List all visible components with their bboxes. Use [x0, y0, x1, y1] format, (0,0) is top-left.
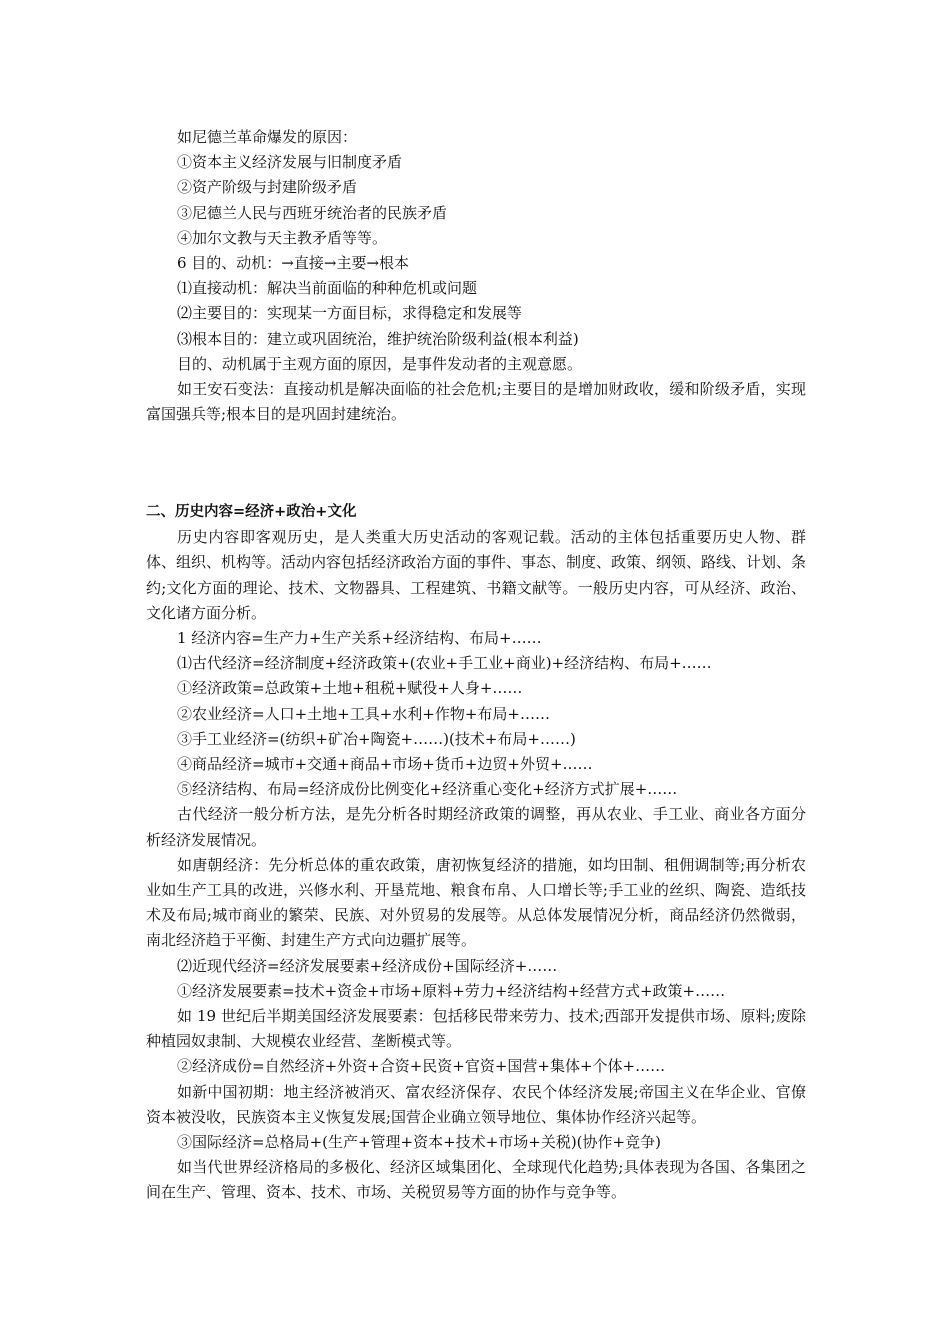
paragraph: 如王安石变法：直接动机是解决面临的社会危机;主要目的是增加财政收，缓和阶级矛盾，实现富国强兵等;根本目的是巩固封建统治。 [146, 380, 806, 424]
list-item: ②资产阶级与封建阶级矛盾 [177, 178, 358, 197]
paragraph: 如尼德兰革命爆发的原因： [177, 128, 358, 146]
paragraph: 如唐朝经济：先分析总体的重农政策，唐初恢复经济的措施，如均田制、租佣调制等;再分析农业如生产工具的改进，兴修水利、开垦荒地、粮食布帛、人口增长等;手工业的丝织、陶瓷、造纸技术及布局;城市商业的繁荣、民族、对外贸易的发展等。从总体发展情况分析，商品经济仍然微弱，南北经济趋于平衡、封建生产方式向边疆扩展等。 [146, 855, 806, 950]
list-item: ④商品经济=城市+交通+商品+市场+货币+边贸+外贸+…… [177, 755, 593, 774]
list-item: ④加尔文教与天主教矛盾等等。 [177, 228, 388, 247]
list-item: ⑴古代经济=经济制度+经济政策+(农业+手工业+商业)+经济结构、布局+…… [177, 654, 712, 673]
section-causes-and-motives [146, 125, 806, 427]
paragraph: 目的、动机属于主观方面的原因，是事件发动者的主观意愿。 [177, 354, 583, 373]
section-history-content [146, 500, 806, 1206]
list-item: ⑵主要目的：实现某一方面目标，求得稳定和发展等 [177, 304, 523, 323]
list-item: ①经济政策=总政策+土地+租税+赋役+人身+…… [177, 679, 523, 698]
list-item: ③国际经济=总格局+(生产+管理+资本+技术+市场+关税)(协作+竞争) [177, 1133, 661, 1152]
paragraph: 古代经济一般分析方法，是先分析各时期经济政策的调整，再从农业、手工业、商业各方面分析经济发展情况。 [146, 805, 806, 849]
list-item: ①资本主义经济发展与旧制度矛盾 [177, 153, 403, 172]
paragraph: 如新中国初期：地主经济被消灭、富农经济保存、农民个体经济发展;帝国主义在华企业、官僚资本被没收，民族资本主义恢复发展;国营企业确立领导地位、集体协作经济兴起等。 [146, 1082, 806, 1126]
list-item: ⑶根本目的：建立或巩固统治，维护统治阶级利益(根本利益) [177, 329, 579, 348]
subheading: 6 目的、动机：→直接→主要→根本 [177, 254, 410, 273]
list-item: ②农业经济=人口+土地+工具+水利+作物+布局+…… [177, 704, 550, 723]
list-item: ①经济发展要素=技术+资金+市场+原料+劳力+经济结构+经营方式+政策+…… [177, 981, 726, 1000]
paragraph: 如当代世界经济格局的多极化、经济区域集团化、全球现代化趋势;具体表现为各国、各集团之间在生产、管理、资本、技术、市场、关税贸易等方面的协作与竞争等。 [146, 1158, 806, 1202]
list-item: ②经济成份=自然经济+外资+合资+民资+官资+国营+集体+个体+…… [177, 1057, 666, 1076]
subheading: 1 经济内容=生产力+生产关系+经济结构、布局+…… [177, 629, 542, 648]
list-item: ⑤经济结构、布局=经济成份比例变化+经济重心变化+经济方式扩展+…… [177, 780, 678, 799]
list-item: ③手工业经济=(纺织+矿冶+陶瓷+……)(技术+布局+……) [177, 729, 576, 748]
paragraph: 历史内容即客观历史，是人类重大历史活动的客观记载。活动的主体包括重要历史人物、群体、组织、机构等。活动内容包括经济政治方面的事件、事态、制度、政策、纲领、路线、计划、条约;文化方面的理论、技术、文物器具、工程建筑、书籍文献等。一般历史内容，可从经济、政治、文化诸方面分析。 [146, 528, 807, 622]
list-item: ⑴直接动机：解决当前面临的种种危机或问题 [177, 279, 478, 298]
section-heading: 二、历史内容=经济+政治+文化 [146, 504, 357, 520]
list-item: ⑵近现代经济=经济发展要素+经济成份+国际经济+…… [177, 956, 558, 975]
list-item: ③尼德兰人民与西班牙统治者的民族矛盾 [177, 203, 448, 222]
paragraph: 如 19 世纪后半期美国经济发展要素：包括移民带来劳力、技术;西部开发提供市场、原料;废除种植园奴隶制、大规模农业经营、垄断模式等。 [146, 1007, 806, 1051]
